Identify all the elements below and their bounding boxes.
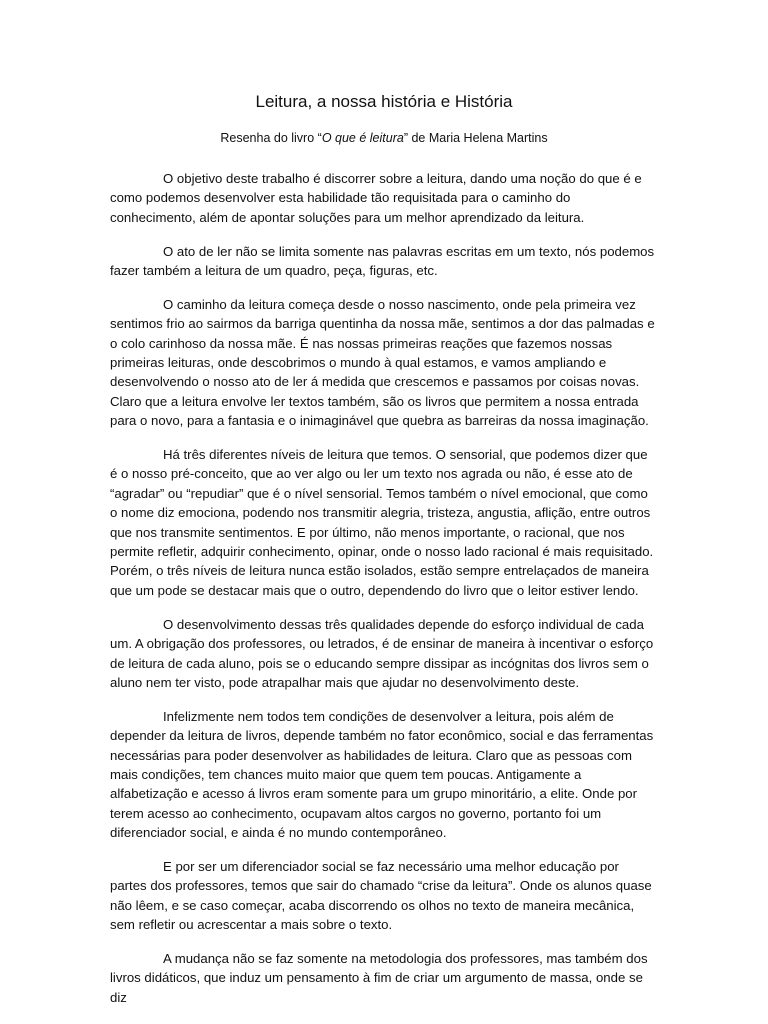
paragraph: O caminho da leitura começa desde o nosso nascimento, onde pela primeira vez sentimos frio ao sairmos da barriga quentinha da nossa mãe, sentimos a dor das palmadas e o colo carinhoso da nossa mãe. É nas nossas primeiras reações que fazemos nossas primeiras leituras, onde descobrimos o mundo à qual estamos, e vamos ampliando e desenvolvendo o nosso ato de ler á medida que crescemos e passamos por coisas novas. Claro que a leitura envolve ler textos também, são os livros que permitem a nossa entrada para o novo, para a fantasia e o inimaginável que quebra as barreiras da nossa imaginação.	[110, 296, 655, 429]
subtitle-prefix: Resenha do livro “	[220, 131, 322, 145]
paragraph: Há três diferentes níveis de leitura que temos. O sensorial, que podemos dizer que é o nosso pré-conceito, que ao ver algo ou ler um texto nos agrada ou não, é esse ato de “agradar” ou “repudiar” que é o nível sensorial. Temos também o nível emocional, que como o nome diz emociona, podendo nos transmitir alegria, tristeza, angustia, aflição, entre outros que nos transmite sentimentos. E por último, não menos importante, o racional, que nos permite refletir, adquirir conhecimento, opinar, onde o nosso lado racional é mais requisitado. Porém, o três níveis de leitura nunca estão isolados, estão sempre entrelaçados de maneira que um pode se destacar mais que o outro, dependendo do livro que o leitor estiver lendo.	[110, 447, 654, 598]
paragraph: A mudança não se faz somente na metodologia dos professores, mas também dos livros didáticos, que induz um pensamento à fim de criar um argumento de massa, onde se diz	[110, 950, 648, 1005]
book-title: O que é leitura	[321, 131, 404, 145]
paragraph: E por ser um diferenciador social se faz necessário uma melhor educação por partes dos professores, temos que sair do chamado “crise da leitura”. Onde os alunos quase não lêem, e se caso começar, acaba discorrendo os olhos no texto de maneira mecânica, sem refletir ou acrescentar a mais sobre o texto.	[110, 858, 652, 933]
paragraph: O desenvolvimento dessas três qualidades depende do esforço individual de cada um. A obrigação dos professores, ou letrados, é de ensinar de maneira à incentivar o esforço de leitura de cada aluno, pois se o educando sempre dissipar as incógnitas dos livros sem o aluno nem ter visto, pode atrapalhar mais que ajudar no desenvolvimento deste.	[110, 616, 654, 690]
paragraph: Infelizmente nem todos tem condições de desenvolver a leitura, pois além de depender da leitura de livros, depende também no fator econômico, social e das ferramentas necessárias para poder desenvolver as habilidades de leitura. Claro que as pessoas com mais condições, tem chances muito maior que quem tem poucas. Antigamente a alfabetização e acesso á livros eram somente para um grupo minoritário, a elite. Onde por terem acesso ao conhecimento, ocupavam altos cargos no governo, portanto foi um diferenciador social, e ainda é no mundo contemporâneo.	[110, 708, 654, 841]
paragraph: O objetivo deste trabalho é discorrer sobre a leitura, dando uma noção do que é e como podemos desenvolver esta habilidade tão requisitada para o caminho do conhecimento, além de apontar soluções para um melhor aprendizado da leitura.	[110, 171, 642, 225]
document-body	[110, 169, 658, 1007]
document-title: Leitura, a nossa história e História	[255, 92, 513, 111]
document-page	[110, 0, 658, 1022]
paragraph: O ato de ler não se limita somente nas palavras escritas em um texto, nós podemos fazer também a leitura de um quadro, peça, figuras, etc.	[110, 243, 655, 279]
subtitle-suffix: ” de Maria Helena Martins	[403, 131, 548, 145]
document-subtitle	[110, 129, 658, 147]
